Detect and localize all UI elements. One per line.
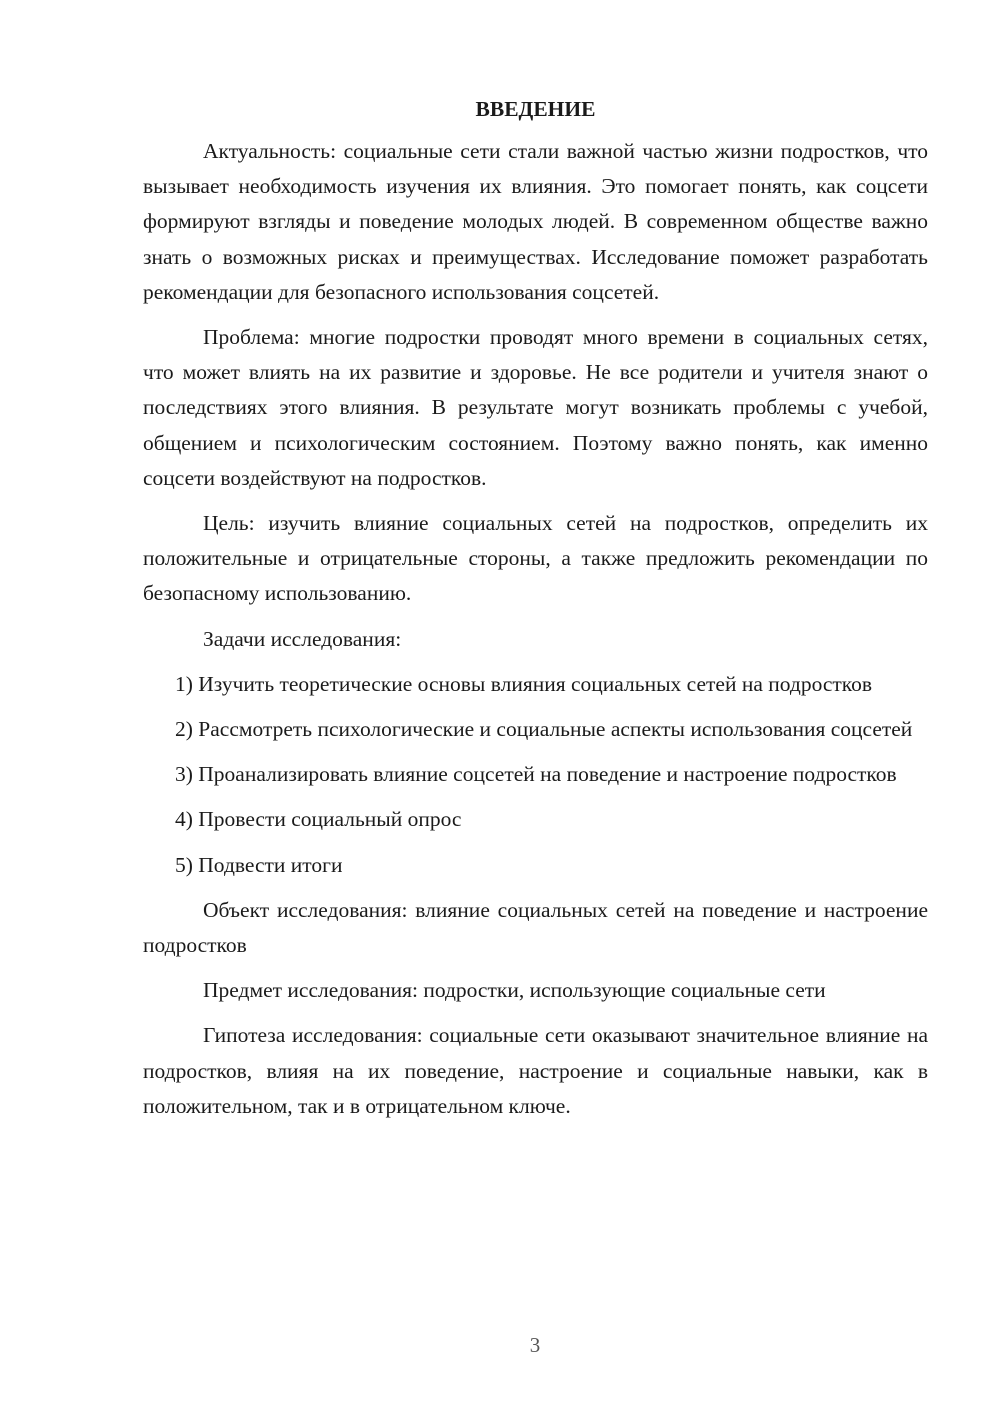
problem-paragraph: Проблема: многие подростки проводят много времени в социальных сетях, что может влиять на их развитие и здоровье. Не все родители и учителя знают о последствиях этого влияния. В результате могут возникать проблемы с учебой, общением и психологическим состоянием. Поэтому важно понять, как именно соцсети воздействуют на подростков. — [143, 325, 928, 490]
task-item-1: 1) Изучить теоретические основы влияния социальных сетей на подростков — [175, 671, 873, 696]
subject-paragraph: Предмет исследования: подростки, использующие социальные сети — [203, 978, 826, 1003]
task-item-2: 2) Рассмотреть психологические и социальные аспекты использования соцсетей — [175, 717, 913, 742]
task-item-5: 5) Подвести итоги — [175, 852, 343, 877]
page-number: 3 — [529, 1333, 541, 1357]
relevance-paragraph: Актуальность: социальные сети стали важной частью жизни подростков, что вызывает необходимость изучения их влияния. Это помогает понять, как соцсети формируют взгляды и поведение молодых людей. В современном обществе важно знать о возможных рисках и преимуществах. Исследование поможет разработать рекомендации для безопасного использования соцсетей. — [143, 139, 928, 304]
hypothesis-paragraph: Гипотеза исследования: социальные сети оказывают значительное влияние на подростков, влияя на их поведение, настроение и социальные навыки, как в положительном, так и в отрицательном ключе. — [143, 1023, 928, 1118]
goal-paragraph: Цель: изучить влияние социальных сетей на подростков, определить их положительные и отрицательные стороны, а также предложить рекомендации по безопасному использованию. — [143, 511, 928, 606]
task-item-4: 4) Провести социальный опрос — [175, 807, 462, 832]
section-title: ВВЕДЕНИЕ — [475, 97, 596, 121]
task-item-3: 3) Проанализировать влияние соцсетей на поведение и настроение подростков — [175, 762, 897, 787]
page-body — [143, 92, 928, 1134]
object-paragraph: Объект исследования: влияние социальных сетей на поведение и настроение подростков — [143, 897, 928, 958]
tasks-heading: Задачи исследования: — [203, 626, 402, 651]
tasks-list — [143, 667, 928, 883]
